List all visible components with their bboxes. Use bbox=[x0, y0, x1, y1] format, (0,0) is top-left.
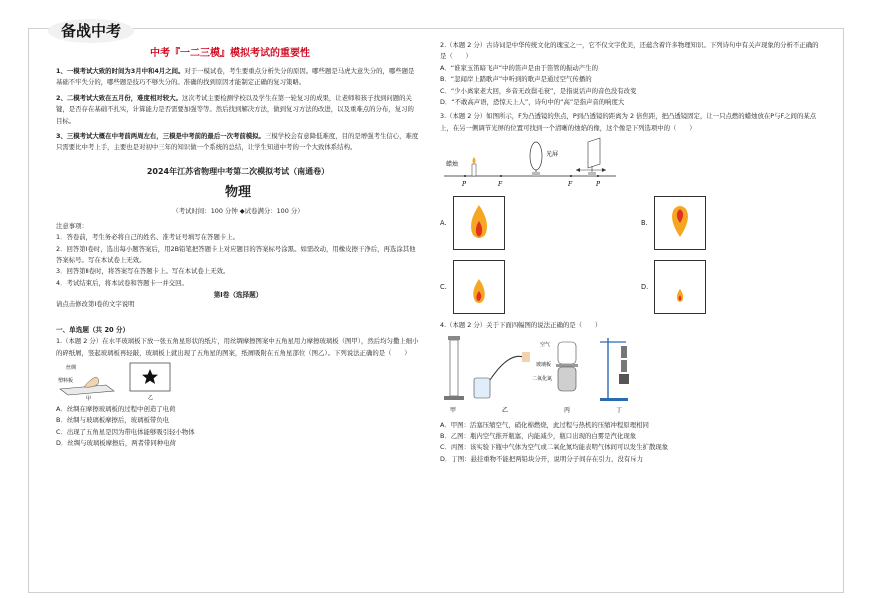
svg-text:蜡烛: 蜡烛 bbox=[446, 161, 459, 169]
q2-stem: 2.（本题 2 分）古诗词是中华传统文化的瑰宝之一，它不仅文字优美，还蕴含着许多物理知识。下列诗句中有关声现象的分析不正确的是（ ） bbox=[440, 41, 819, 61]
q1-option: B．丝绸与玻璃板摩擦后，玻璃板带负电 bbox=[56, 416, 170, 425]
svg-text:P: P bbox=[462, 181, 467, 189]
q1-stem: 1.（本题 2 分）在水平玻璃板下放一张五角星形状的纸片，用丝绸摩擦图案中五角星用力摩擦玻璃板（图甲），然后均匀撒上细小的碎纸屑，竖起玻璃板再轻敲，玻璃板上就出现了五角星的图案，纸屑吸附在五角星部位（图乙）。下列说法正确的是（ ） bbox=[56, 337, 419, 357]
notes-heading: 注意事项： bbox=[56, 221, 88, 230]
intro-2: 2、二模考试大致在五月份，难度相对较大。这次考试主要检测学校以及学生在第一轮复习的成果，让老师和孩子找到问题的关键，是否存在基础不扎实，计算能力是否需要加强等等。然后找到解决方法，做到复习方法的改进，以及重难点的分布，复习的目标。 bbox=[56, 93, 414, 125]
svg-text:玻璃板: 玻璃板 bbox=[536, 361, 552, 368]
q1-option: A．丝绸在摩擦玻璃板的过程中创造了电荷 bbox=[56, 404, 176, 413]
svg-text:F: F bbox=[568, 181, 573, 189]
intro-1: 1、一模考试大致的时间为3月中和4月之间。对于一模试卷，考生要重点分析失分的原因。哪些题是马虎大意失分的，哪些题是基础不牢失分的，哪些题是技巧不够失分的。准确的找到原因才能制定正确的复习策略。 bbox=[56, 67, 415, 87]
q4-option: A．甲图：活塞压缩空气，硝化棉燃烧，此过程与热机的压缩冲程原理相同 bbox=[440, 420, 649, 429]
q2-option: B．“忽闻岸上踏歌声”中听到的歌声是通过空气传播的 bbox=[440, 75, 592, 84]
q2-option: A．“谁家玉笛暗飞声”中的笛声是由于笛管的振动产生的 bbox=[440, 63, 598, 72]
svg-text:乙: 乙 bbox=[148, 394, 154, 401]
q4-figure bbox=[440, 332, 640, 416]
note-item: 4．考试结束后，将本试卷和答题卡一并交回。 bbox=[56, 278, 188, 287]
section1-title: 一、单选题（共 20 分） bbox=[56, 325, 130, 334]
svg-text:甲: 甲 bbox=[450, 406, 457, 414]
q1-figure-yi bbox=[128, 361, 174, 401]
exam-meta: （考试时间：100 分钟 ◆试卷满分：100 分） bbox=[172, 206, 304, 215]
svg-text:甲: 甲 bbox=[86, 395, 92, 401]
svg-text:空气: 空气 bbox=[540, 341, 551, 348]
q4-option: B．乙图：瓶内空气推开瓶塞，内能减少，瓶口出现的白雾是汽化现象 bbox=[440, 432, 637, 441]
note-item: 1．答卷前，考生务必将自己的姓名、准考证号填写在答题卡上。 bbox=[56, 233, 240, 242]
q1-option: D．丝绸与玻璃板摩擦后，两者带同种电荷 bbox=[56, 439, 176, 448]
note-item: 3．回答第Ⅱ卷时，将答案写在答题卡上。写在本试卷上无效。 bbox=[56, 267, 230, 276]
q1-option: C．出现了五角星是因为带电体能够吸引轻小物体 bbox=[56, 427, 195, 436]
subject-title: 物理 bbox=[224, 184, 251, 200]
banner-title: 中考『一二三模』模拟考试的重要性 bbox=[150, 48, 310, 59]
q1-figure-jia bbox=[56, 363, 118, 401]
exam-title: 2024年江苏省物理中考第二次模拟考试（南通卷） bbox=[146, 166, 330, 176]
q3-stem: 3.（本题 2 分）如图所示，F为凸透镜的焦点，P到凸透镜的距离为 2 倍焦距，把凸透镜固定，让一只点燃的蜡烛放在P与F之间的某点上，在另一侧调节光屏的位置可找到一个清晰的烛焰的像，这个像是下列选项中的（ ） bbox=[440, 112, 817, 132]
q2-option: D．“不敢高声语，恐惊天上人”，诗句中的“高”是指声音的响度大 bbox=[440, 98, 625, 107]
q3-option-a: A. bbox=[440, 196, 623, 250]
q4-option: D．丁图：悬挂重物不能把两铅块分开，说明分子间存在引力，没有斥力 bbox=[440, 454, 644, 463]
q4-stem: 4.（本题 2 分）关于下面四幅图的说法正确的是（ ） bbox=[440, 321, 602, 330]
svg-text:F: F bbox=[498, 181, 503, 189]
svg-text:丁: 丁 bbox=[616, 406, 623, 414]
q4-option: C．丙图：该实验下瓶中气体为空气或二氧化氮均能表明气体间可以发生扩散现象 bbox=[440, 443, 669, 452]
svg-text:二氧化氮: 二氧化氮 bbox=[532, 375, 553, 382]
q3-option-c: C. bbox=[440, 260, 623, 314]
notes bbox=[56, 221, 420, 289]
logo-text: 备战中考 bbox=[60, 22, 122, 40]
q1-figure bbox=[56, 361, 420, 401]
q3-options bbox=[440, 196, 824, 314]
right-column bbox=[440, 40, 824, 465]
intro-3: 3、三模考试大概在中考前两周左右，三模是中考前的最后一次考前模拟。三模学校会有意降低难度，目的是增强考生信心，难度只需要比中考上手，主要也是对初中三年的知识做一个系统的总结，让学生知道中考的一个大致体系结构。 bbox=[56, 132, 419, 152]
svg-text:乙: 乙 bbox=[502, 406, 509, 414]
svg-text:丝绸: 丝绸 bbox=[66, 364, 77, 371]
svg-text:丙: 丙 bbox=[564, 406, 571, 414]
svg-text:塑料板: 塑料板 bbox=[58, 377, 74, 384]
logo bbox=[46, 14, 136, 46]
svg-text:P: P bbox=[596, 181, 601, 189]
part1-hint: 请点击修改第Ⅰ卷的文字说明 bbox=[56, 300, 135, 309]
left-column bbox=[56, 66, 420, 450]
q3-option-b: B. bbox=[641, 196, 824, 250]
q2-option: C．“少小离家老大回，乡音无改鬓毛衰”，是指说话声的音色没有改变 bbox=[440, 86, 637, 95]
q3-lens-figure bbox=[440, 136, 620, 188]
part1-title: 第Ⅰ卷（选择题） bbox=[213, 291, 263, 300]
svg-text:光屏: 光屏 bbox=[546, 151, 559, 159]
note-item: 2．回答第Ⅰ卷时，选出每小题答案后，用2B铅笔把答题卡上对应题目的答案标号涂黑。如需改动，用橡皮擦干净后，再选涂其他答案标号。写在本试卷上无效。 bbox=[56, 244, 416, 265]
q3-option-d: D. bbox=[641, 260, 824, 314]
